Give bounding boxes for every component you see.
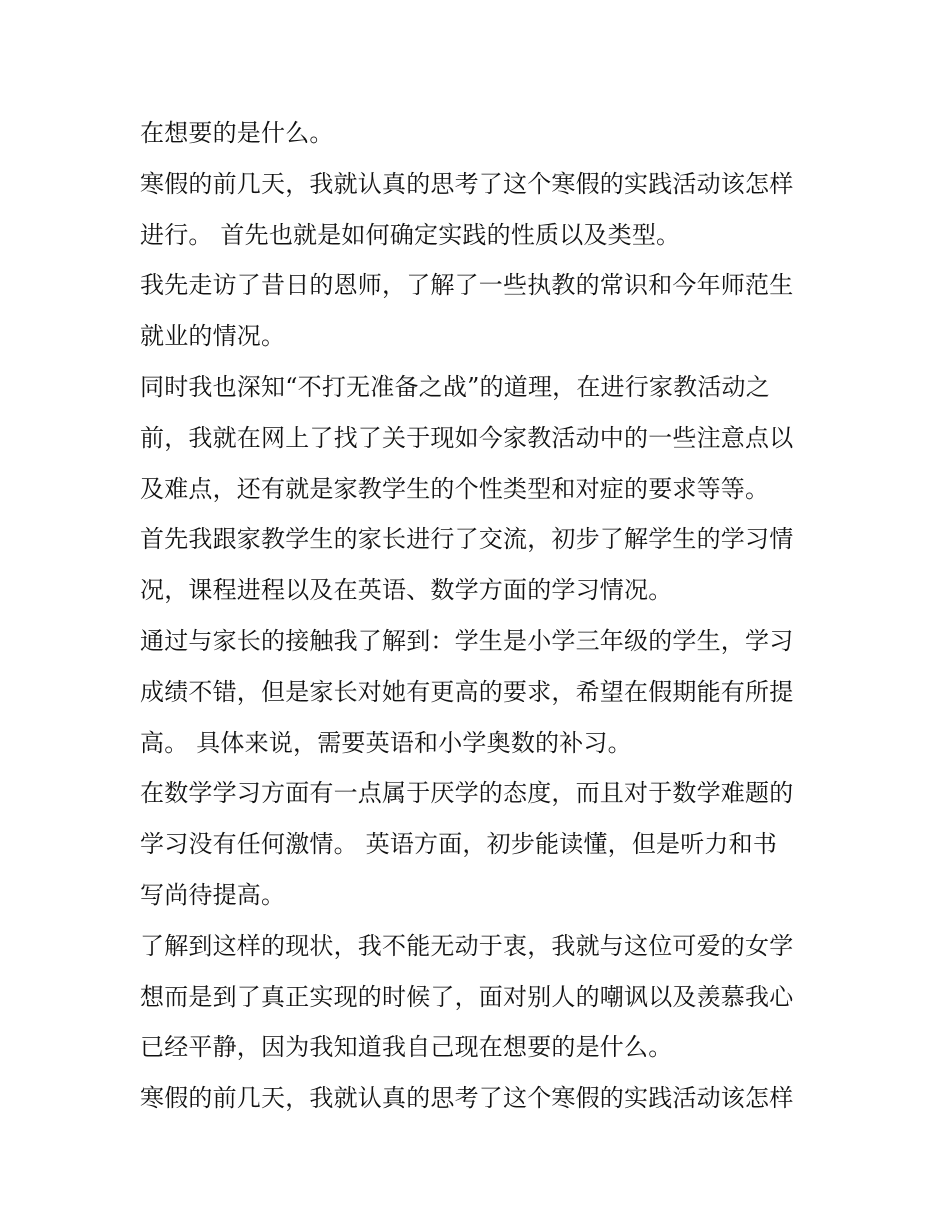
text-line: 想而是到了真正实现的时候了，面对别人的嘲讽以及羡慕我心 [140, 982, 794, 1011]
text-line: 我先走访了昔日的恩师，了解了一些执教的常识和今年师范生 [140, 271, 794, 300]
document-body [140, 108, 820, 1124]
text-line: 同时我也深知“不打无准备之战”的道理，在进行家教活动之 [140, 372, 770, 401]
text-line: 况，课程进程以及在英语、数学方面的学习情况。 [140, 576, 673, 605]
text-line: 已经平静，因为我知道我自己现在想要的是什么。 [140, 1033, 673, 1062]
text-line: 在想要的是什么。 [140, 119, 334, 147]
text-line: 写尚待提高。 [140, 880, 286, 909]
text-line: 成绩不错，但是家长对她有更高的要求，希望在假期能有所提 [140, 677, 794, 706]
text-line: 首先我跟家教学生的家长进行了交流，初步了解学生的学习情 [140, 525, 794, 554]
text-line: 及难点，还有就是家教学生的个性类型和对症的要求等等。 [140, 474, 770, 503]
text-line: 就业的情况。 [140, 322, 286, 351]
text-line: 进行。 首先也就是如何确定实践的性质以及类型。 [140, 220, 681, 249]
text-line: 高。 具体来说，需要英语和小学奥数的补习。 [140, 728, 632, 757]
text-line: 通过与家长的接触我了解到：学生是小学三年级的学生，学习 [140, 626, 794, 655]
text-line: 前，我就在网上了找了关于现如今家教活动中的一些注意点以 [140, 423, 794, 452]
text-line: 寒假的前几天，我就认真的思考了这个寒假的实践活动该怎样 [140, 169, 794, 198]
text-line: 寒假的前几天，我就认真的思考了这个寒假的实践活动该怎样 [140, 1084, 794, 1113]
text-line: 在数学学习方面有一点属于厌学的态度，而且对于数学难题的 [140, 779, 794, 808]
text-line: 了解到这样的现状，我不能无动于衷，我就与这位可爱的女学 [140, 931, 794, 960]
text-line: 学习没有任何激情。 英语方面，初步能读懂，但是听力和书 [140, 830, 778, 859]
